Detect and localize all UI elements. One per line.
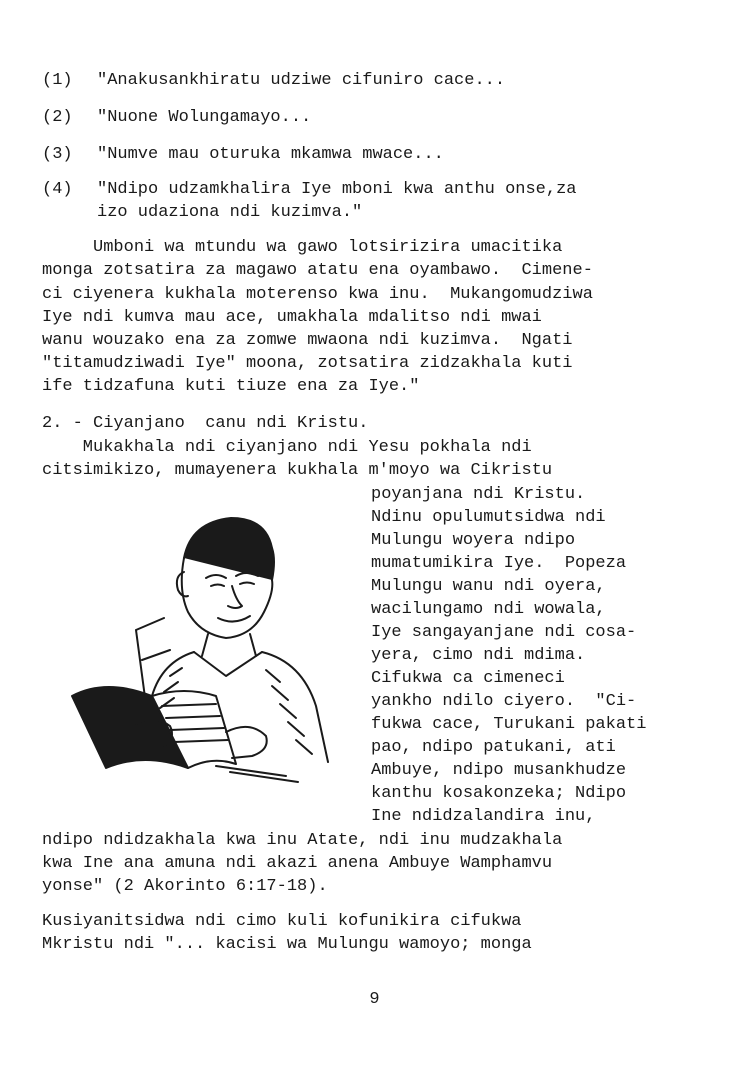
text-line: Kusiyanitsidwa ndi cimo kuli kofunikira cifukwa xyxy=(42,912,522,931)
text-line: Umboni wa mtundu wa gawo lotsirizira umacitika xyxy=(42,238,563,257)
text-line: wanu wouzako ena za zomwe mwaona ndi kuzimva. Ngati xyxy=(42,331,573,350)
text-line: Mulungu wanu ndi oyera, xyxy=(371,577,606,596)
text-line: Mukakhala ndi ciyanjano ndi Yesu pokhala ndi xyxy=(42,438,532,457)
list-item-text: "Anakusankhiratu udziwe cifuniro cace... xyxy=(97,71,506,90)
page-number: 9 xyxy=(369,990,380,1009)
list-item-text: "Ndipo udzamkhalira Iye mboni kwa anthu onse,za xyxy=(97,180,577,199)
section-heading: 2. - Ciyanjano canu ndi Kristu. xyxy=(42,414,369,433)
text-line: citsimikizo, mumayenera kukhala m'moyo wa Cikristu xyxy=(42,461,553,480)
text-line: poyanjana ndi Kristu. xyxy=(371,485,586,504)
list-item-text: izo udaziona ndi kuzimva." xyxy=(97,203,363,222)
text-line: Ambuye, ndipo musankhudze xyxy=(371,761,627,780)
text-line: pao, ndipo patukani, ati xyxy=(371,738,616,757)
text-line: Ine ndidzalandira inu, xyxy=(371,807,596,826)
list-number: (1) xyxy=(42,71,73,90)
text-line: "titamudziwadi Iye" moona, zotsatira zidzakhala kuti xyxy=(42,354,573,373)
text-line: Mulungu woyera ndipo xyxy=(371,531,576,550)
text-line: kwa Ine ana amuna ndi akazi anena Ambuye Wamphamvu xyxy=(42,854,553,873)
text-line: Cifukwa ca cimeneci xyxy=(371,669,565,688)
text-line: wacilungamo ndi wowala, xyxy=(371,600,606,619)
text-line: yankho ndilo ciyero. "Ci- xyxy=(371,692,637,711)
text-line: kanthu kosakonzeka; Ndipo xyxy=(371,784,627,803)
text-line: fukwa cace, Turukani pakati xyxy=(371,715,647,734)
man-reading-illustration xyxy=(66,500,338,790)
list-number: (3) xyxy=(42,145,73,164)
list-item-text: "Numve mau oturuka mkamwa mwace... xyxy=(97,145,444,164)
list-number: (4) xyxy=(42,180,73,199)
text-line: mumatumikira Iye. Popeza xyxy=(371,554,627,573)
text-line: monga zotsatira za magawo atatu ena oyambawo. Cimene- xyxy=(42,261,593,280)
text-line: Mkristu ndi "... kacisi wa Mulungu wamoyo; monga xyxy=(42,935,532,954)
text-line: yera, cimo ndi mdima. xyxy=(371,646,586,665)
text-line: Iye sangayanjane ndi cosa- xyxy=(371,623,637,642)
text-line: ci ciyenera kukhala moterenso kwa inu. Mukangomudziwa xyxy=(42,285,593,304)
text-line: ndipo ndidzakhala kwa inu Atate, ndi inu mudzakhala xyxy=(42,831,563,850)
text-line: ife tidzafuna kuti tiuze ena za Iye." xyxy=(42,377,420,396)
list-number: (2) xyxy=(42,108,73,127)
list-item-text: "Nuone Wolungamayo... xyxy=(97,108,312,127)
text-line: Ndinu opulumutsidwa ndi xyxy=(371,508,606,527)
text-line: Iye ndi kumva mau ace, umakhala mdalitso ndi mwai xyxy=(42,308,542,327)
text-line: yonse" (2 Akorinto 6:17-18). xyxy=(42,877,328,896)
